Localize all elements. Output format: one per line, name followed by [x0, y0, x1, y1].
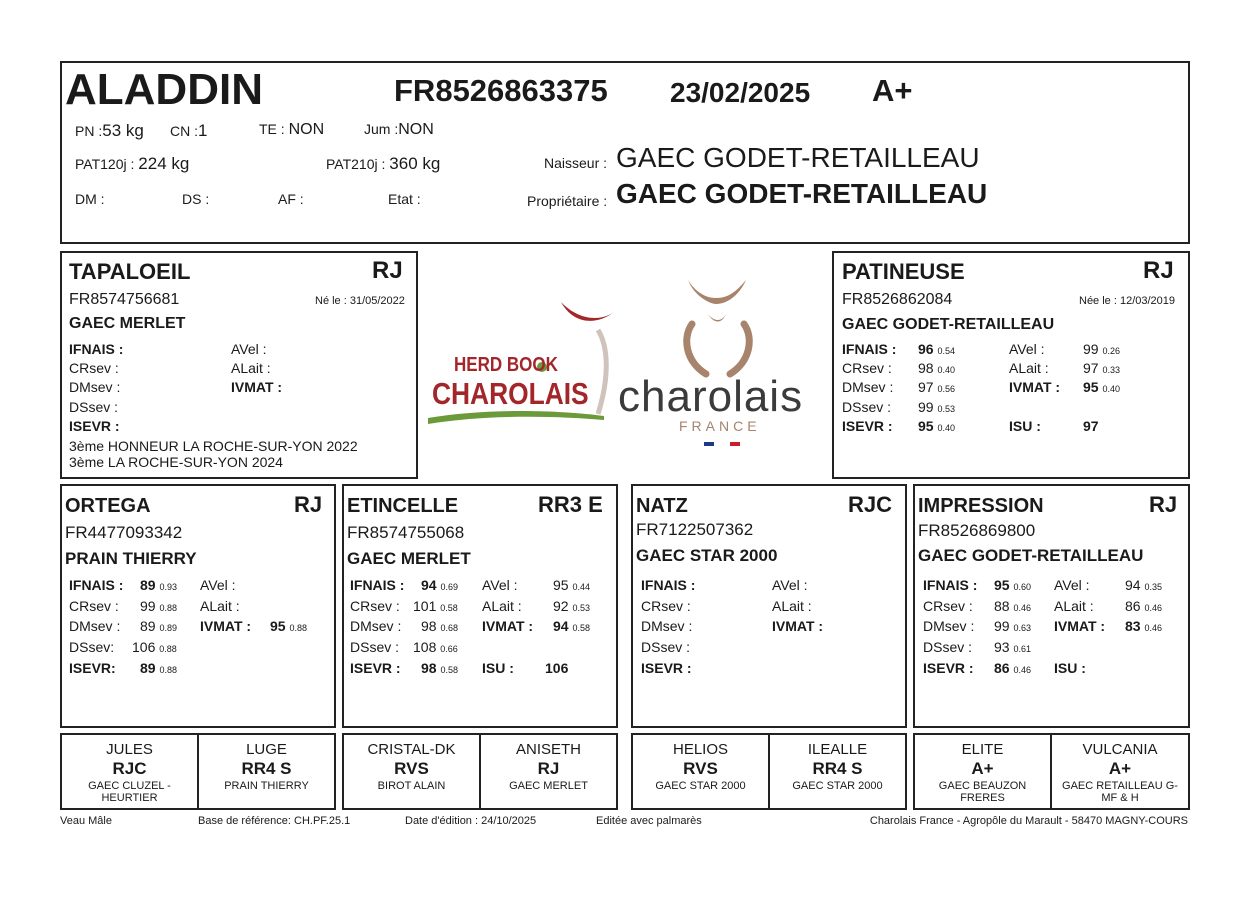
gp-dmsev-label: DMsev :: [350, 618, 402, 634]
france-wordmark: FRANCE: [679, 418, 761, 434]
gp-id: FR7122507362: [636, 520, 754, 539]
gp-ivmat-value: 94 0.58: [553, 618, 590, 634]
sire-owner: GAEC MERLET: [69, 315, 186, 332]
dam-card: [832, 251, 1190, 479]
gp-isu-value: 106: [545, 660, 569, 676]
gp-avel-label: AVel :: [200, 577, 236, 593]
etat-field: Etat :: [388, 191, 421, 207]
ggp-name: ANISETH: [515, 741, 581, 758]
sire-name: TAPALOEIL: [69, 259, 191, 284]
gp-crsev-label: CRsev :: [69, 598, 119, 614]
gp-rank: RJ: [1149, 492, 1178, 517]
gp-alait-label: ALait :: [1054, 598, 1094, 614]
dam-avel-value: 99 0.26: [1083, 341, 1120, 357]
dam-rank: RJ: [1143, 257, 1174, 284]
tricolor-flag: [704, 442, 740, 446]
gp-avel-label: AVel :: [772, 577, 808, 593]
ggp-owner: GAEC RETAILLEAU G-MF & H: [1062, 780, 1178, 804]
grandparent-card-4: [913, 484, 1190, 728]
gp-ifnais-label: IFNAIS :: [641, 577, 696, 593]
sire-crsev-label: CRsev :: [69, 360, 119, 376]
dam-name: PATINEUSE: [842, 259, 965, 284]
gp-id: FR8526869800: [918, 521, 1036, 540]
ggp-rank: A+: [1108, 759, 1132, 778]
gp-isevr-value: 86 0.46: [994, 660, 1031, 676]
dam-alait-value: 97 0.33: [1083, 360, 1120, 376]
dam-owner: GAEC GODET-RETAILLEAU: [842, 316, 1055, 333]
footer-address: Charolais France - Agropôle du Marault - 58470 MAGNY-COURS: [869, 815, 1188, 827]
ggp-name: ILEALLE: [807, 741, 868, 758]
gp-ifnais-value: 89 0.93: [140, 577, 177, 593]
charolais-head-icon: [618, 278, 823, 378]
gp-dmsev-label: DMsev :: [923, 618, 975, 634]
dam-dssev-label: DSsev :: [842, 399, 892, 415]
herd-book-line1: HERD BOOK: [454, 354, 558, 376]
grandparent-card-2: [342, 484, 618, 728]
ds-field: DS :: [182, 191, 210, 207]
footer-edition: Date d'édition : 24/10/2025: [405, 815, 537, 827]
dam-dmsev-value: 97 0.56: [918, 379, 955, 395]
gp-avel-value: 95 0.44: [553, 577, 590, 593]
gp-ifnais-value: 94 0.69: [421, 577, 458, 593]
ggp-name: CRISTAL-DK: [367, 741, 456, 758]
animal-name: ALADDIN: [65, 65, 263, 114]
dam-id: FR8526862084: [842, 291, 953, 308]
proprietaire-value: GAEC GODET-RETAILLEAU: [616, 178, 988, 209]
gp-id: FR8574755068: [347, 523, 465, 542]
gp-rank: RJ: [294, 492, 323, 517]
cn-field: CN :1: [170, 121, 208, 140]
gp-dssev-value: 108 0.66: [413, 639, 458, 655]
gp-ifnais-value: 95 0.60: [994, 577, 1031, 593]
gp-alait-label: ALait :: [482, 598, 522, 614]
dam-birth: Née le : 12/03/2019: [1079, 295, 1176, 307]
gp-owner: GAEC MERLET: [347, 549, 471, 568]
sire-palmares-2: 3ème LA ROCHE-SUR-YON 2024: [69, 454, 283, 470]
dam-crsev-value: 98 0.40: [918, 360, 955, 376]
pat210-field: PAT210j : 360 kg: [326, 154, 441, 173]
gp-ivmat-label: IVMAT :: [482, 618, 534, 634]
sire-birth: Né le : 31/05/2022: [315, 295, 405, 307]
pat120-field: PAT120j : 224 kg: [75, 154, 190, 173]
ggp-owner: BIROT ALAIN: [377, 780, 446, 792]
gp-id: FR4477093342: [65, 523, 183, 542]
gp-rank: RJC: [848, 492, 893, 517]
gp-isevr-label: ISEVR:: [69, 660, 116, 676]
ggp-rank: RVS: [683, 759, 718, 778]
sire-ifnais-label: IFNAIS :: [69, 341, 124, 357]
animal-date: 23/02/2025: [670, 77, 811, 108]
gp-dmsev-value: 89 0.89: [140, 618, 177, 634]
gp-dmsev-label: DMsev :: [641, 618, 693, 634]
sire-rank: RJ: [372, 257, 403, 284]
dam-isevr-value: 95 0.40: [918, 418, 955, 434]
gp-ivmat-value: 95 0.88: [270, 618, 307, 634]
gp-dssev-value: 106 0.88: [132, 639, 177, 655]
gp-owner: PRAIN THIERRY: [65, 549, 197, 568]
dam-ifnais-value: 96 0.54: [918, 341, 955, 357]
sire-dmsev-label: DMsev :: [69, 379, 121, 395]
jum-field: Jum :NON: [364, 121, 434, 138]
ggp-card-7: [913, 733, 1052, 810]
gp-isevr-label: ISEVR :: [350, 660, 401, 676]
ggp-owner: PRAIN THIERRY: [224, 780, 309, 792]
gp-dssev-label: DSsev :: [641, 639, 691, 655]
footer-sex: Veau Mâle: [60, 815, 112, 827]
pn-field: PN :53 kg: [75, 121, 144, 140]
gp-crsev-value: 99 0.88: [140, 598, 177, 614]
gp-dssev-label: DSsev:: [69, 639, 115, 655]
gp-alait-label: ALait :: [200, 598, 240, 614]
sire-alait-label: ALait :: [231, 360, 271, 376]
ggp-rank: RR4 S: [812, 759, 863, 778]
ggp-name: ELITE: [961, 741, 1004, 758]
ggp-card-4: [479, 733, 618, 810]
naisseur-label: Naisseur :: [544, 155, 608, 171]
gp-ivmat-value: 83 0.46: [1125, 618, 1162, 634]
herd-book-logo: [428, 296, 618, 426]
gp-ivmat-label: IVMAT :: [772, 618, 824, 634]
gp-isevr-value: 89 0.88: [140, 660, 177, 676]
sire-card: [60, 251, 418, 479]
ggp-card-8: [1050, 733, 1190, 810]
grandparent-card-1: [60, 484, 336, 728]
ggp-rank: RJC: [112, 759, 147, 778]
ggp-name: HELIOS: [672, 741, 729, 758]
gp-alait-value: 92 0.53: [553, 598, 590, 614]
animal-grade: A+: [872, 73, 913, 108]
gp-dmsev-value: 99 0.63: [994, 618, 1031, 634]
af-field: AF :: [278, 191, 304, 207]
ggp-owner: GAEC BEAUZON FRERES: [938, 780, 1027, 804]
ggp-rank: RVS: [394, 759, 429, 778]
ggp-card-6: [768, 733, 907, 810]
gp-dmsev-value: 98 0.68: [421, 618, 458, 634]
gp-owner: GAEC STAR 2000: [636, 546, 778, 565]
gp-isu-label: ISU :: [482, 660, 514, 676]
gp-avel-value: 94 0.35: [1125, 577, 1162, 593]
gp-avel-label: AVel :: [482, 577, 518, 593]
gp-alait-value: 86 0.46: [1125, 598, 1162, 614]
gp-dssev-label: DSsev :: [923, 639, 973, 655]
ggp-card-2: [197, 733, 336, 810]
sire-palmares-1: 3ème HONNEUR LA ROCHE-SUR-YON 2022: [69, 438, 358, 454]
gp-crsev-value: 88 0.46: [994, 598, 1031, 614]
dam-avel-label: AVel :: [1009, 341, 1045, 357]
dam-ivmat-value: 95 0.40: [1083, 379, 1120, 395]
gp-name: IMPRESSION: [918, 495, 1044, 517]
ggp-owner: GAEC STAR 2000: [655, 780, 746, 792]
sire-ivmat-label: IVMAT :: [231, 379, 283, 395]
gp-dssev-value: 93 0.61: [994, 639, 1031, 655]
gp-alait-label: ALait :: [772, 598, 812, 614]
dm-field: DM :: [75, 191, 105, 207]
sire-id: FR8574756681: [69, 291, 180, 308]
gp-name: NATZ: [636, 495, 688, 517]
charolais-france-logo: [618, 278, 823, 450]
ggp-name: VULCANIA: [1082, 741, 1158, 758]
gp-owner: GAEC GODET-RETAILLEAU: [918, 546, 1144, 565]
ggp-name: JULES: [106, 741, 153, 758]
gp-rank: RR3 E: [538, 492, 603, 517]
animal-header: [60, 61, 1190, 244]
sire-dssev-label: DSsev :: [69, 399, 119, 415]
gp-name: ETINCELLE: [347, 495, 459, 517]
ggp-rank: A+: [971, 759, 994, 778]
gp-crsev-value: 101 0.58: [413, 598, 458, 614]
dam-dssev-value: 99 0.53: [918, 399, 955, 415]
footer-palmares: Editée avec palmarès: [596, 815, 702, 827]
ggp-owner: GAEC MERLET: [509, 780, 588, 792]
gp-dssev-label: DSsev :: [350, 639, 400, 655]
ggp-card-5: [631, 733, 770, 810]
ggp-rank: RR4 S: [241, 759, 292, 778]
ggp-rank: RJ: [537, 759, 560, 778]
gp-ivmat-label: IVMAT :: [200, 618, 252, 634]
dam-isu-label: ISU :: [1009, 418, 1041, 434]
gp-ivmat-label: IVMAT :: [1054, 618, 1106, 634]
ggp-card-1: [60, 733, 199, 810]
gp-avel-label: AVel :: [1054, 577, 1090, 593]
animal-id: FR8526863375: [394, 73, 608, 108]
dam-ivmat-label: IVMAT :: [1009, 379, 1061, 395]
proprietaire-label: Propriétaire :: [527, 193, 608, 209]
ggp-owner: GAEC STAR 2000: [792, 780, 883, 792]
dam-isevr-label: ISEVR :: [842, 418, 893, 434]
gp-name: ORTEGA: [65, 495, 151, 517]
naisseur-value: GAEC GODET-RETAILLEAU: [616, 142, 980, 173]
dam-ifnais-label: IFNAIS :: [842, 341, 897, 357]
dam-isu-value: 97: [1083, 418, 1099, 434]
dam-dmsev-label: DMsev :: [842, 379, 894, 395]
sire-isevr-label: ISEVR :: [69, 418, 120, 434]
gp-isu-label: ISU :: [1054, 660, 1086, 676]
dam-alait-label: ALait :: [1009, 360, 1049, 376]
charolais-wordmark: charolais: [618, 372, 804, 421]
gp-isevr-value: 98 0.58: [421, 660, 458, 676]
footer-base: Base de référence: CH.PF.25.1: [198, 815, 351, 827]
gp-isevr-label: ISEVR :: [641, 660, 692, 676]
gp-isevr-label: ISEVR :: [923, 660, 974, 676]
gp-crsev-label: CRsev :: [923, 598, 973, 614]
gp-crsev-label: CRsev :: [641, 598, 691, 614]
ggp-card-3: [342, 733, 481, 810]
gp-ifnais-label: IFNAIS :: [923, 577, 978, 593]
gp-crsev-label: CRsev :: [350, 598, 400, 614]
ggp-owner: GAEC CLUZEL - HEURTIER: [88, 780, 171, 804]
te-field: TE : NON: [259, 121, 325, 138]
herd-book-line2: CHAROLAIS: [432, 376, 589, 411]
gp-dmsev-label: DMsev :: [69, 618, 121, 634]
grandparent-card-3: [631, 484, 907, 728]
sire-avel-label: AVel :: [231, 341, 267, 357]
dam-crsev-label: CRsev :: [842, 360, 892, 376]
gp-ifnais-label: IFNAIS :: [69, 577, 124, 593]
gp-ifnais-label: IFNAIS :: [350, 577, 405, 593]
ggp-name: LUGE: [246, 741, 287, 758]
